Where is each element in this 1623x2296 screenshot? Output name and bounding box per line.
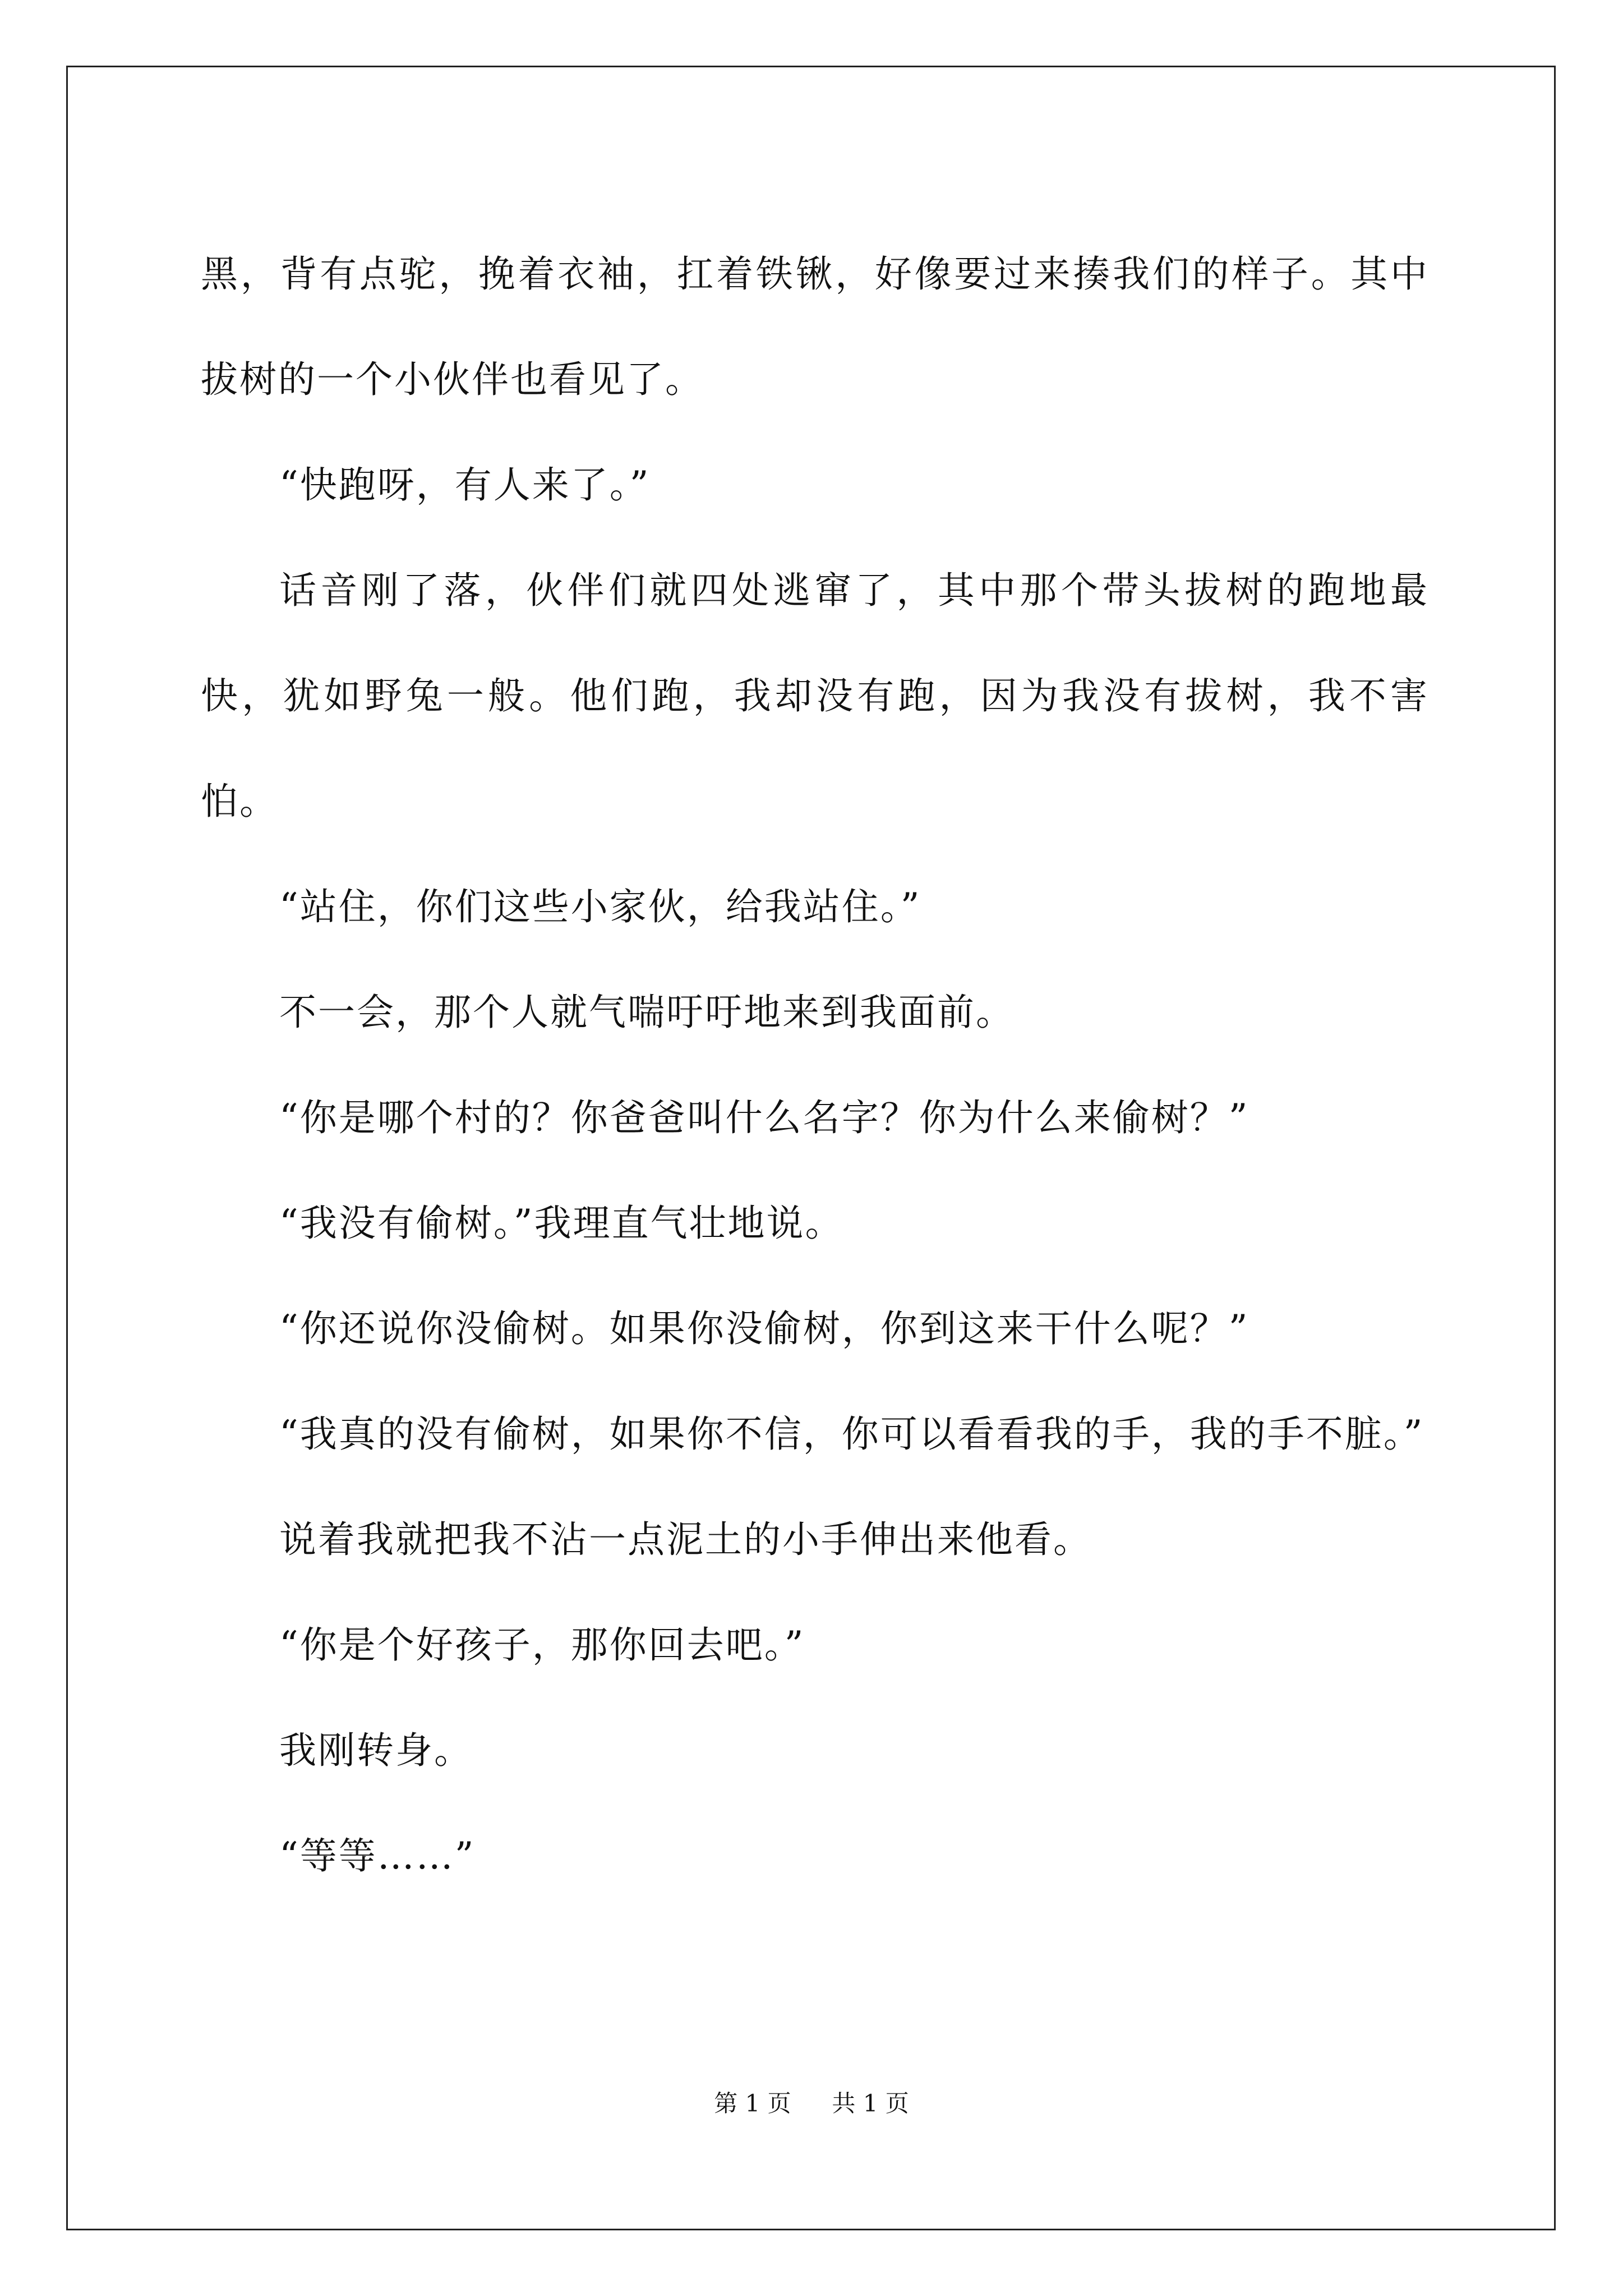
page-footer [0, 2087, 1623, 2120]
paragraph: 黑，背有点驼，挽着衣袖，扛着铁锹，好像要过来揍我们的样子。其中拔树的一个小伙伴也看见了。 [201, 252, 1429, 401]
paragraph: “我没有偷树。”我理直气壮地说。 [279, 1202, 844, 1245]
paragraph: 说着我就把我不沾一点泥土的小手伸出来他看。 [279, 1518, 1092, 1561]
paragraph: “你还说你没偷树。如果你没偷树，你到这来干什么呢？” [279, 1307, 1249, 1350]
paragraph: “我真的没有偷树，如果你不信，你可以看看我的手，我的手不脏。” [279, 1412, 1424, 1456]
paragraph: “等等……” [279, 1834, 476, 1878]
paragraph: “你是个好孩子，那你回去吧。” [279, 1623, 805, 1667]
page-total: 共 1 页 [832, 2090, 909, 2117]
paragraph: 话音刚了落，伙伴们就四处逃窜了，其中那个带头拔树的跑地最快，犹如野兔一般。他们跑，我却没有跑，因为我没有拔树，我不害怕。 [201, 569, 1429, 823]
paragraph: “你是哪个村的？你爸爸叫什么名字？你为什么来偷树？” [279, 1096, 1249, 1139]
paragraph: 不一会，那个人就气喘吁吁地来到我面前。 [279, 991, 1015, 1034]
document-body [201, 222, 1429, 1909]
paragraph: “快跑呀，有人来了。” [279, 463, 651, 507]
paragraph: “站住，你们这些小家伙，给我站住。” [279, 885, 921, 928]
page-number: 第 1 页 [714, 2090, 791, 2117]
paragraph: 我刚转身。 [279, 1729, 473, 1772]
